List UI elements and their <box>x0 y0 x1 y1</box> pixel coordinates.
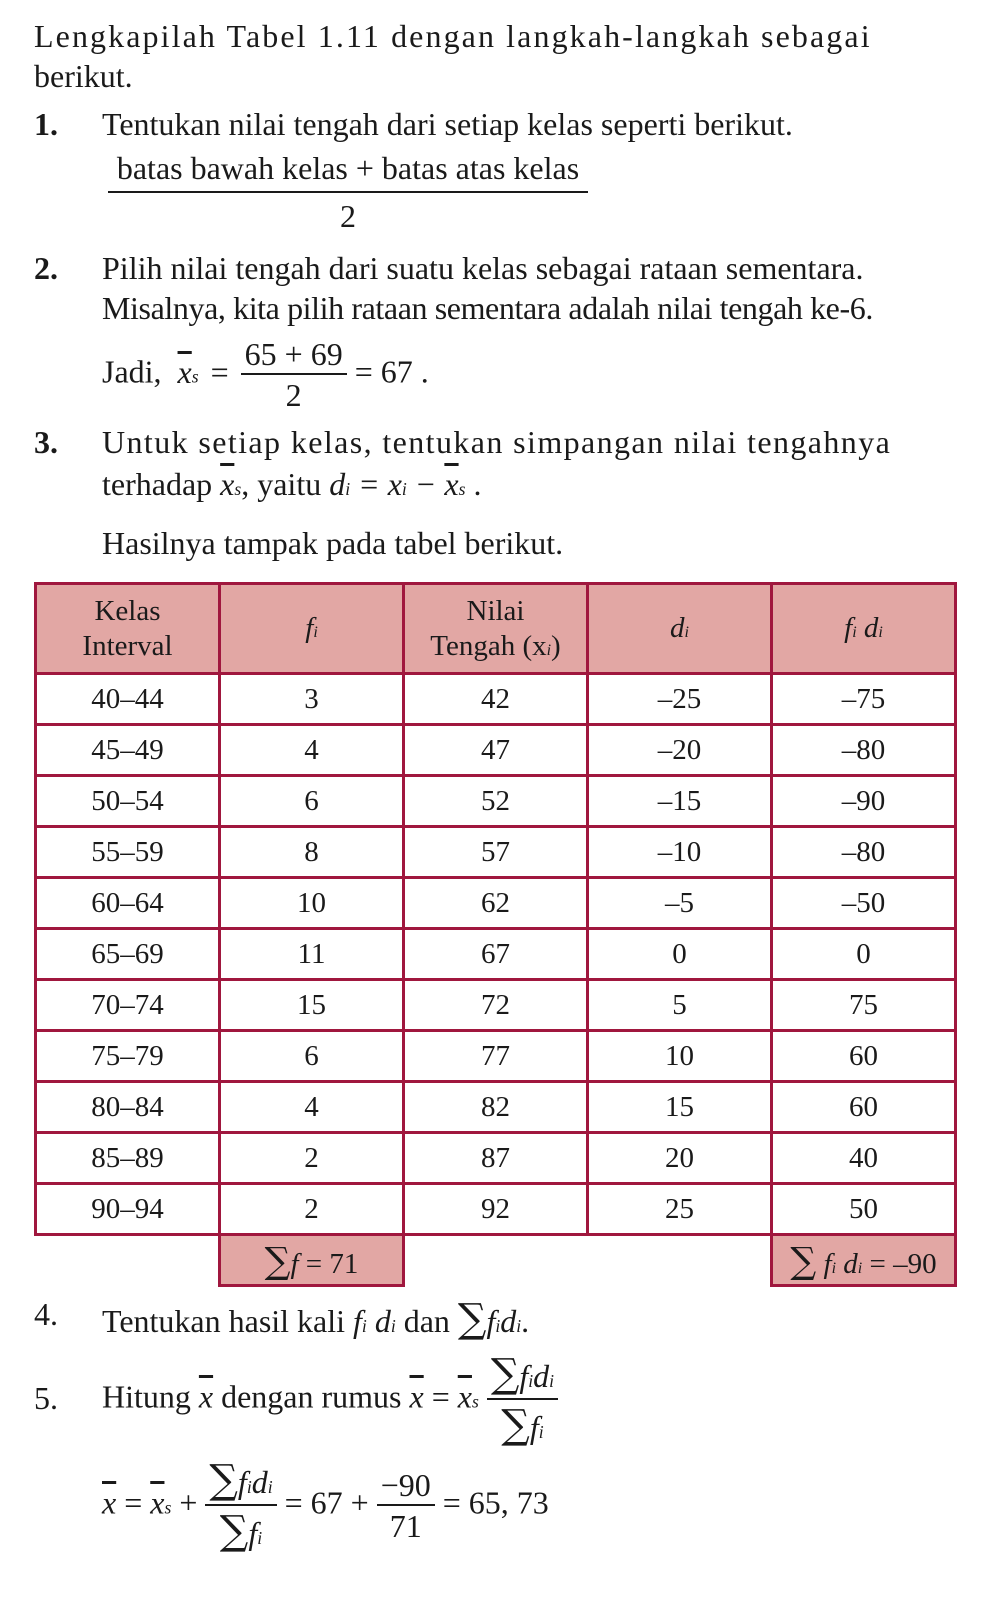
nilai-tengah-cell: 47 <box>404 725 588 776</box>
nilai-tengah-cell: 62 <box>404 878 588 929</box>
kelas-interval-cell: 60–64 <box>36 878 220 929</box>
di-cell: –10 <box>588 827 772 878</box>
di-cell: 25 <box>588 1184 772 1235</box>
di-cell: 15 <box>588 1082 772 1133</box>
final-equals-67: = 67 + <box>284 1484 369 1521</box>
step-5-text: Hitung $\overline{x}$ dengan rumus $\overline{x} = \overline{x}s$ $\frac{\text{∑fidi}}{\sum fi}$ <box>102 1350 558 1450</box>
di-cell: –15 <box>588 776 772 827</box>
kelas-interval-cell: 75–79 <box>36 1031 220 1082</box>
final-computation: $\overline{x} = \overline{x}s$ + $\frac{\text{∑fidi}}{\sum fi}$ = 67 + $\frac{-90}{71}$ = 65, 73 <box>102 1457 549 1554</box>
kelas-interval-cell: 90–94 <box>36 1184 220 1235</box>
assumed-mean-result: = 67 . <box>354 353 429 390</box>
deviation-formula: di = xi − <box>329 466 445 502</box>
assumed-mean-numerator: 65 + 69 <box>241 335 347 375</box>
final-result: = 65, 73 <box>442 1484 549 1521</box>
step-5-text-a: Hitung <box>102 1378 191 1415</box>
kelas-interval-cell: 55–59 <box>36 827 220 878</box>
header-fi: fi <box>220 584 404 674</box>
sum-f-cell: ∑f = 71 <box>220 1235 404 1286</box>
fi-cell: 11 <box>220 929 404 980</box>
nilai-tengah-cell: 42 <box>404 674 588 725</box>
di-cell: 5 <box>588 980 772 1031</box>
nilai-tengah-cell: 92 <box>404 1184 588 1235</box>
assumed-mean-subscript: s <box>458 479 466 499</box>
di-cell: –25 <box>588 674 772 725</box>
fidi-cell: 50 <box>772 1184 956 1235</box>
table-intro-text: Hasilnya tampak pada tabel berikut. <box>102 525 564 561</box>
table-sum-row <box>36 1235 956 1286</box>
sum-blank <box>588 1235 772 1286</box>
equals-sign: = <box>210 353 229 390</box>
header-di: di <box>588 584 772 674</box>
step-4-text-b: dan <box>403 1303 450 1339</box>
assumed-mean-subscript: s <box>234 479 242 499</box>
nilai-tengah-cell: 72 <box>404 980 588 1031</box>
kelas-interval-cell: 70–74 <box>36 980 220 1031</box>
step-2-line-1: Pilih nilai tengah dari suatu kelas sebagai rataan sementara. <box>102 250 864 286</box>
table-body <box>36 674 956 1235</box>
step-5-text-b: dengan rumus <box>221 1378 402 1415</box>
sum-blank <box>404 1235 588 1286</box>
intro-line-1: Lengkapilah Tabel 1.11 dengan langkah-langkah sebagai <box>34 18 872 54</box>
assumed-mean-symbol: $\overline{x}$ <box>444 466 459 502</box>
table-row <box>36 980 956 1031</box>
nilai-tengah-cell: 77 <box>404 1031 588 1082</box>
mean-formula-fraction: $\frac{\text{∑fidi}}{\sum fi}$ <box>487 1350 558 1450</box>
sum-blank <box>36 1235 220 1286</box>
table-row <box>36 878 956 929</box>
step-4-text: Tentukan hasil kali fi di dan ∑fidi. <box>102 1296 530 1342</box>
di-cell: –20 <box>588 725 772 776</box>
di-cell: 10 <box>588 1031 772 1082</box>
header-kelas-interval: Kelas Interval <box>36 584 220 674</box>
jadi-label: Jadi, <box>102 353 162 390</box>
kelas-interval-cell: 80–84 <box>36 1082 220 1133</box>
table-row <box>36 1082 956 1133</box>
intro-line-2: berikut. <box>34 58 133 94</box>
final-value-fraction <box>377 1466 435 1546</box>
final-denominator: 71 <box>389 1508 422 1545</box>
sum-fd-cell: ∑ fi di = –90 <box>772 1235 956 1286</box>
step-2-jadi-formula <box>102 335 429 415</box>
fi-cell: 15 <box>220 980 404 1031</box>
fi-cell: 2 <box>220 1133 404 1184</box>
kelas-interval-cell: 85–89 <box>36 1133 220 1184</box>
kelas-interval-cell: 65–69 <box>36 929 220 980</box>
step-3-line-1: Untuk setiap kelas, tentukan simpangan nilai tengahnya <box>102 424 892 460</box>
fidi-cell: 40 <box>772 1133 956 1184</box>
fi-cell: 4 <box>220 1082 404 1133</box>
step-3-number: 3. <box>34 424 58 460</box>
yaitu-text: , yaitu <box>241 466 322 502</box>
assumed-mean-symbol: $\overline{x}$ <box>220 466 235 502</box>
nilai-tengah-cell: 52 <box>404 776 588 827</box>
fi-cell: 4 <box>220 725 404 776</box>
table-row <box>36 776 956 827</box>
nilai-tengah-cell: 67 <box>404 929 588 980</box>
fidi-cell: –75 <box>772 674 956 725</box>
step-3-line-2: terhadap $\overline{x}s$, yaitu di = xi − $\overline{x}s$ . <box>102 466 482 502</box>
assumed-mean-fraction <box>241 335 347 415</box>
table-row <box>36 1031 956 1082</box>
fidi-cell: –80 <box>772 725 956 776</box>
fi-cell: 8 <box>220 827 404 878</box>
step-4-text-a: Tentukan hasil kali <box>102 1303 346 1339</box>
step-4-number: 4. <box>34 1296 58 1332</box>
step-2-line-2: Misalnya, kita pilih rataan sementara adalah nilai tengah ke-6. <box>102 290 873 326</box>
di-cell: –5 <box>588 878 772 929</box>
table-header-row <box>36 584 956 674</box>
table-row <box>36 1133 956 1184</box>
fidi-cell: 60 <box>772 1031 956 1082</box>
table-row <box>36 674 956 725</box>
final-formula-fraction: $\frac{\text{∑fidi}}{\sum fi}$ <box>205 1456 276 1556</box>
fidi-cell: 60 <box>772 1082 956 1133</box>
fidi-cell: –50 <box>772 878 956 929</box>
step-1-number: 1. <box>34 106 58 142</box>
midpoint-formula-denominator: 2 <box>340 198 356 234</box>
nilai-tengah-cell: 87 <box>404 1133 588 1184</box>
fi-cell: 6 <box>220 1031 404 1082</box>
assumed-mean-denominator: 2 <box>285 377 302 414</box>
step-5-number: 5. <box>34 1380 58 1416</box>
kelas-interval-cell: 40–44 <box>36 674 220 725</box>
fi-cell: 10 <box>220 878 404 929</box>
step-2-number: 2. <box>34 250 58 286</box>
fidi-cell: –90 <box>772 776 956 827</box>
terhadap-text: terhadap <box>102 466 213 502</box>
step-1-text: Tentukan nilai tengah dari setiap kelas seperti berikut. <box>102 106 793 142</box>
kelas-interval-cell: 50–54 <box>36 776 220 827</box>
table-row <box>36 827 956 878</box>
nilai-tengah-cell: 57 <box>404 827 588 878</box>
assumed-mean-subscript: s <box>191 366 199 387</box>
nilai-tengah-cell: 82 <box>404 1082 588 1133</box>
fidi-cell: 0 <box>772 929 956 980</box>
frequency-table <box>34 582 957 1287</box>
di-cell: 20 <box>588 1133 772 1184</box>
table-row <box>36 725 956 776</box>
fidi-cell: –80 <box>772 827 956 878</box>
table-row <box>36 929 956 980</box>
table-row <box>36 1184 956 1235</box>
header-nilai-tengah: Nilai Tengah (xi) <box>404 584 588 674</box>
fi-cell: 6 <box>220 776 404 827</box>
fi-cell: 2 <box>220 1184 404 1235</box>
midpoint-formula-numerator: batas bawah kelas + batas atas kelas <box>108 150 588 193</box>
final-numerator: −90 <box>377 1466 435 1506</box>
plus-sign: + <box>179 1484 198 1521</box>
fi-cell: 3 <box>220 674 404 725</box>
fidi-cell: 75 <box>772 980 956 1031</box>
di-cell: 0 <box>588 929 772 980</box>
assumed-mean-symbol: $\overline{x}$ <box>177 353 192 390</box>
kelas-interval-cell: 45–49 <box>36 725 220 776</box>
header-fidi: fi di <box>772 584 956 674</box>
